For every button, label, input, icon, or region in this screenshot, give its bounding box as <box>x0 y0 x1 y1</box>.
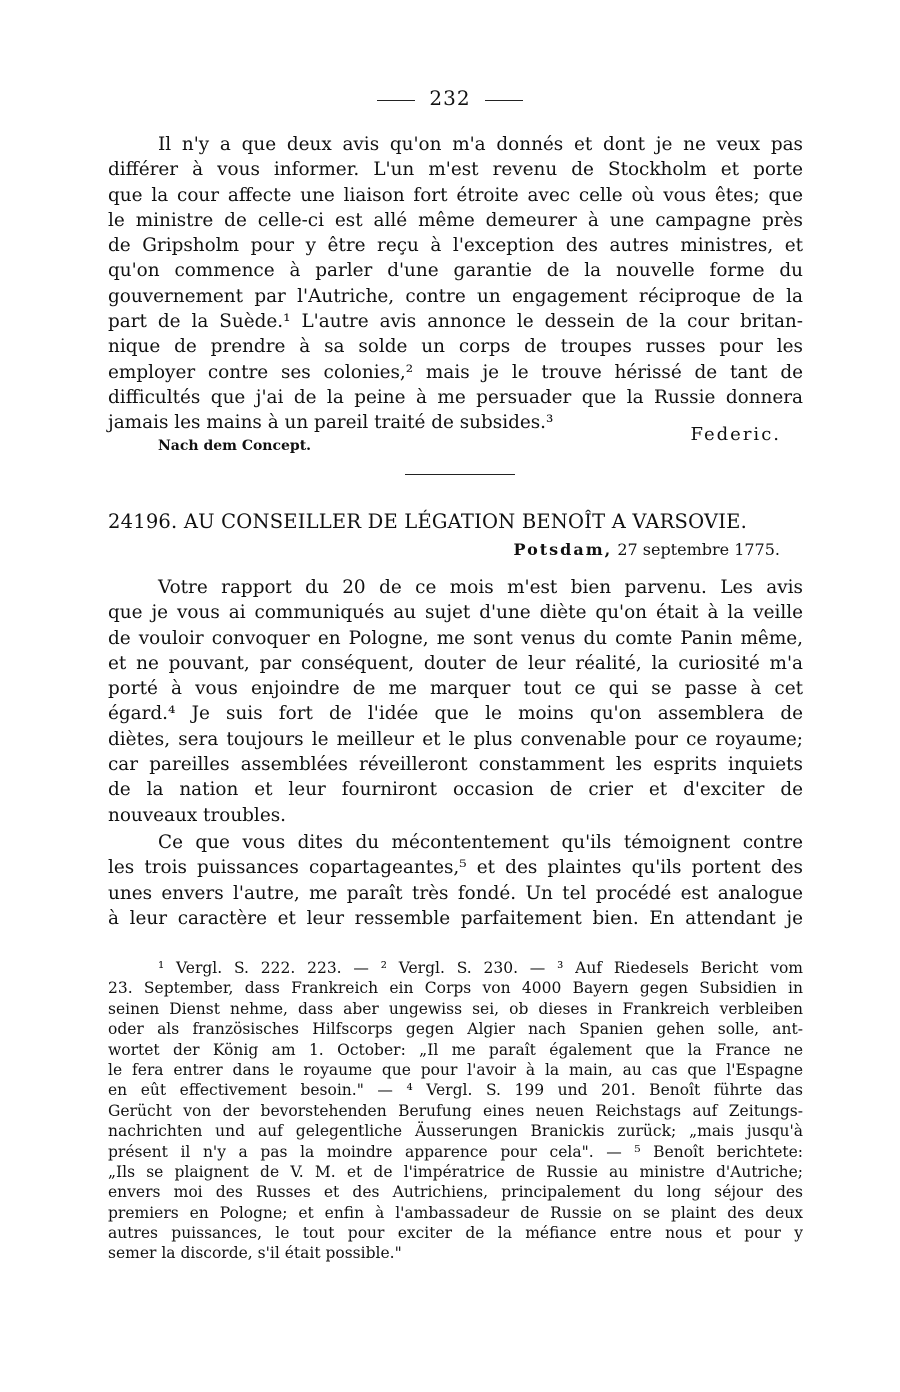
header-rule-left <box>377 100 415 101</box>
text-line: que la cour affecte une liaison fort étroite avec celle où vous êtes; que <box>108 184 803 206</box>
text-line: nouveaux troubles. <box>108 804 286 826</box>
text-line: de la nation et leur fourniront occasion de crier et d'exciter de <box>108 779 803 801</box>
letter2-paragraph-2 <box>108 830 803 931</box>
footnote-line: nachrichten und auf gelegentliche Äusserungen Branickis zurück; „mais jusqu'à <box>108 1122 803 1141</box>
footnote-line: premiers en Pologne; et enfin à l'ambassadeur de Russie on se plaint des deux <box>108 1203 803 1222</box>
letter2-paragraph-1 <box>108 575 803 828</box>
text-line: diètes, sera toujours le meilleur et le plus convenable pour ce royaume; <box>108 728 803 750</box>
signature: Federic. <box>690 424 781 445</box>
footnote-line: wortet der König am 1. October: „Il me paraît également que la France ne <box>108 1040 803 1059</box>
letter2-dateline <box>513 540 780 559</box>
letter1-closing <box>108 424 803 458</box>
letter1-text <box>108 132 803 436</box>
text-line: Ce que vous dites du mécontentement qu'ils témoignent contre <box>158 832 803 853</box>
text-line: différer à vous informer. L'un m'est revenu de Stockholm et porte <box>108 159 803 181</box>
footnotes <box>108 958 803 1264</box>
footnote-line: semer la discorde, s'il était possible." <box>108 1244 402 1263</box>
text-line: Il n'y a que deux avis qu'on m'a donnés et dont je ne veux pas <box>158 134 803 155</box>
text-line: égard.⁴ Je suis fort de l'idée que le moins qu'on assemblera de <box>108 703 803 725</box>
text-line: jamais les mains à un pareil traité de subsides.³ <box>108 412 554 434</box>
footnote-line: en eût effectivement besoin." — ⁴ Vergl. S. 199 und 201. Benoît führte das <box>108 1081 803 1100</box>
source-note: Nach dem Concept. <box>158 438 312 454</box>
dateline-place: Potsdam, <box>513 540 613 559</box>
text-line: à leur caractère et leur ressemble parfaitement bien. En attendant je <box>108 907 803 929</box>
text-line: les trois puissances copartageantes,⁵ et des plaintes qu'ils portent des <box>108 857 803 879</box>
footnote-line: le fera entrer dans le royaume que pour l'avoir à la main, au cas que l'Espagne <box>108 1060 803 1079</box>
letter2-heading: 24196. AU CONSEILLER DE LÉGATION BENOÎT A VARSOVIE. <box>108 510 747 533</box>
text-line: car pareilles assemblées réveilleront constamment les esprits inquiets <box>108 754 803 776</box>
text-line: part de la Suède.¹ L'autre avis annonce le dessein de la cour britan- <box>108 311 803 333</box>
footnote-line: présent il n'y a pas la moindre apparence pour cela". — ⁵ Benoît berichtete: <box>108 1142 803 1161</box>
text-line: porté à vous enjoindre de me marquer tout ce qui se passe à cet <box>108 678 803 700</box>
text-line: et ne pouvant, par conséquent, douter de leur réalité, la curiosité m'a <box>108 652 803 674</box>
text-line: unes envers l'autre, me paraît très fondé. Un tel procédé est analogue <box>108 882 803 904</box>
text-line: que je vous ai communiqués au sujet d'une diète qu'on était à la veille <box>108 602 803 624</box>
text-line: le ministre de celle-ci est allé même demeurer à une campagne près <box>108 209 803 231</box>
section-separator <box>405 474 515 475</box>
footnote-line: envers moi des Russes et des Autrichiens, principalement du long séjour des <box>108 1183 803 1202</box>
header-rule-right <box>485 100 523 101</box>
footnote-line: autres puissances, le tout pour exciter de la méfiance entre nous et pour y <box>108 1224 803 1243</box>
footnote-line: „Ils se plaignent de V. M. et de l'impératrice de Russie au ministre d'Autriche; <box>108 1162 803 1181</box>
page-header <box>0 86 900 110</box>
footnote-line: seinen Dienst nehme, dass aber ungewiss sei, ob dieses in Frankreich verbleiben <box>108 999 803 1018</box>
footnote-line: ¹ Vergl. S. 222. 223. — ² Vergl. S. 230. — ³ Auf Riedesels Bericht vom <box>158 959 803 977</box>
text-line: employer contre ses colonies,² mais je le trouve hérissé de tant de <box>108 361 803 383</box>
page-number: 232 <box>429 86 471 110</box>
text-line: de vouloir convoquer en Pologne, me sont venus du comte Panin même, <box>108 627 803 649</box>
text-line: difficultés que j'ai de la peine à me persuader que la Russie donnera <box>108 386 803 408</box>
footnote-line: Gerücht von der bevorstehenden Berufung eines neuen Reichstags auf Zeitungs- <box>108 1101 803 1120</box>
text-line: nique de prendre à sa solde un corps de troupes russes pour les <box>108 336 803 358</box>
text-line: de Gripsholm pour y être reçu à l'exception des autres ministres, et <box>108 235 803 257</box>
footnote-line: oder als französisches Hilfscorps gegen Algier nach Spanien gehen solle, ant- <box>108 1020 803 1039</box>
text-line: qu'on commence à parler d'une garantie de la nouvelle forme du <box>108 260 803 282</box>
text-line: Votre rapport du 20 de ce mois m'est bien parvenu. Les avis <box>158 577 803 598</box>
footnote-line: 23. September, dass Frankreich ein Corps von 4000 Bayern gegen Subsidien in <box>108 979 803 998</box>
dateline-date: 27 septembre 1775. <box>617 540 780 559</box>
text-line: gouvernement par l'Autriche, contre un engagement réciproque de la <box>108 285 803 307</box>
